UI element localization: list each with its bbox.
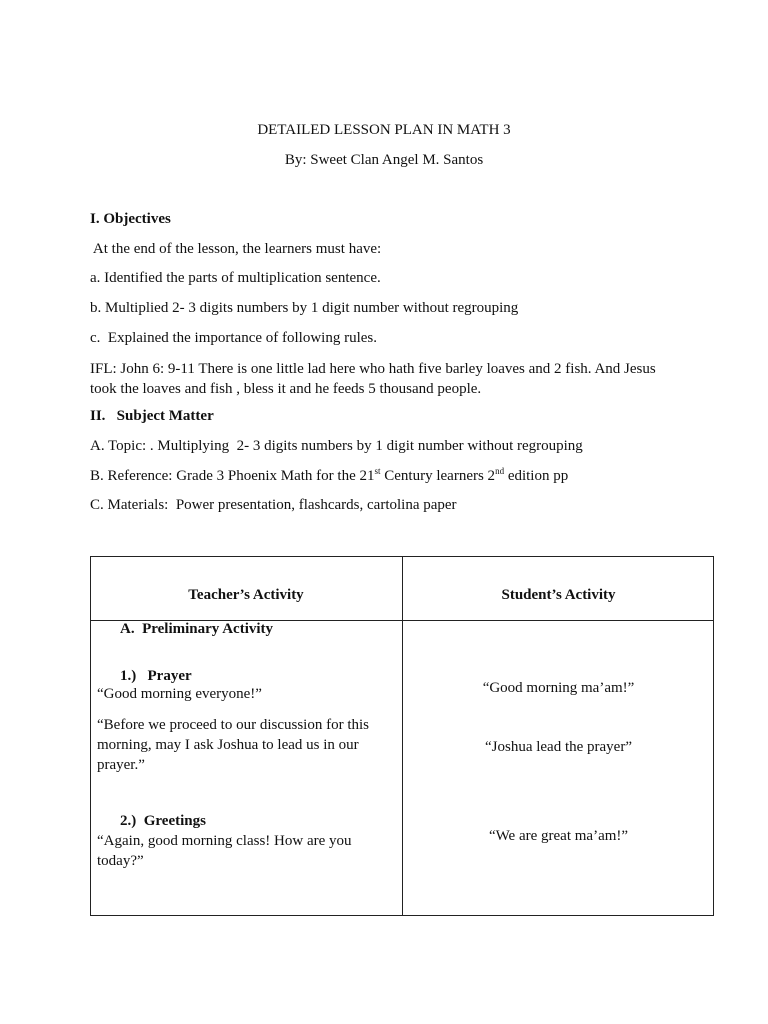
page-title: DETAILED LESSON PLAN IN MATH 3 xyxy=(257,122,511,138)
author-line: By: Sweet Clan Angel M. Santos xyxy=(284,152,484,168)
greetings-heading: 2.) Greetings xyxy=(120,813,206,829)
ifl-text: IFL: John 6: 9-11 There is one little lad here who hath five barley loaves and 2 fish. And Jesus took the loaves and fish , bless it and he feeds 5 thousand people. xyxy=(90,361,656,397)
objective-item-c: c. Explained the importance of following rules. xyxy=(90,330,377,346)
topic-line: A. Topic: . Multiplying 2- 3 digits numbers by 1 digit number without regrouping xyxy=(90,438,583,454)
table-column-divider xyxy=(402,556,403,916)
preliminary-activity-heading: A. Preliminary Activity xyxy=(120,621,274,637)
student-prayer-response: “Joshua lead the prayer” xyxy=(484,739,632,755)
objective-item-b: b. Multiplied 2- 3 digits numbers by 1 digit number without regrouping xyxy=(90,300,519,316)
subject-matter-heading: II. Subject Matter xyxy=(90,408,214,424)
teacher-prayer-greeting: “Good morning everyone!” xyxy=(97,686,262,702)
objectives-heading: I. Objectives xyxy=(90,211,171,227)
objective-item-a: a. Identified the parts of multiplication sentence. xyxy=(90,270,381,286)
student-activity-header: Student’s Activity xyxy=(501,587,616,603)
reference-text-1: B. Reference: Grade 3 Phoenix Math for the 21 xyxy=(90,468,375,484)
reference-line xyxy=(90,468,568,485)
teacher-prayer-request: “Before we proceed to our discussion for this morning, may I ask Joshua to lead us in our prayer.” xyxy=(97,717,370,773)
reference-text-3: edition pp xyxy=(504,468,569,484)
student-greetings-response: “We are great ma’am!” xyxy=(488,828,629,844)
materials-line: C. Materials: Power presentation, flashcards, cartolina paper xyxy=(90,497,457,513)
objectives-intro: At the end of the lesson, the learners must have: xyxy=(90,241,382,257)
prayer-heading: 1.) Prayer xyxy=(120,668,192,684)
teacher-activity-header: Teacher’s Activity xyxy=(188,587,304,603)
teacher-greetings-text: “Again, good morning class! How are you today?” xyxy=(97,833,352,869)
reference-sup-2: nd xyxy=(495,466,505,476)
student-prayer-greeting: “Good morning ma’am!” xyxy=(482,680,635,696)
reference-sup-1: st xyxy=(374,466,381,476)
reference-text-2: Century learners 2 xyxy=(380,468,496,484)
